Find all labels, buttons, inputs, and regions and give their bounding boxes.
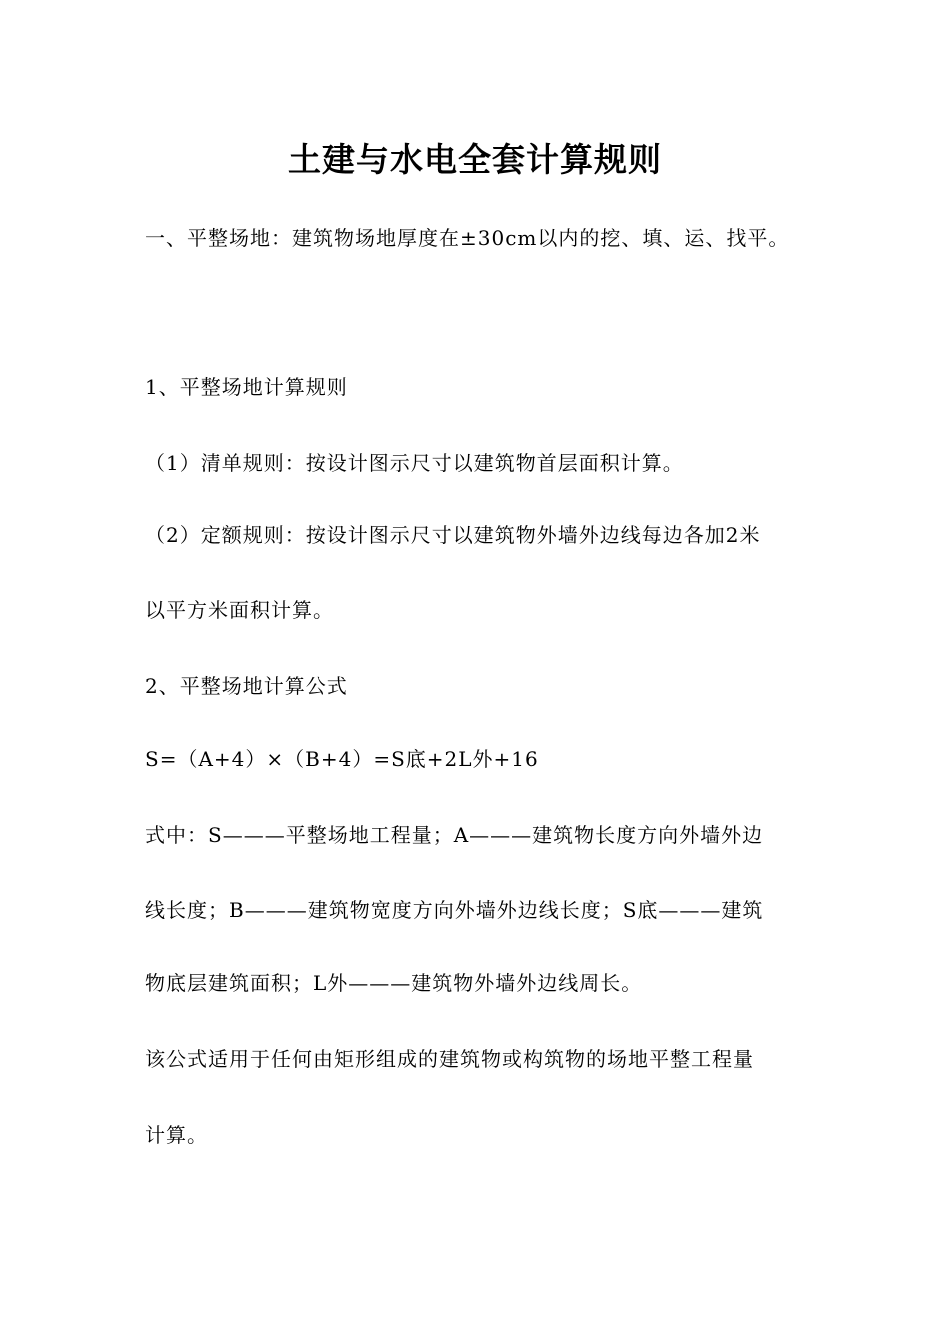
section-heading-site-leveling: 一、平整场地：建筑物场地厚度在±30cm以内的挖、填、运、找平。: [145, 226, 790, 250]
formula-text: S=（A+4）×（B+4）=S底+2L外+16: [145, 747, 539, 771]
formula-explanation-line2: 线长度；B———建筑物宽度方向外墙外边线长度；S底———建筑: [145, 898, 764, 922]
applicability-note-line1: 该公式适用于任何由矩形组成的建筑物或构筑物的场地平整工程量: [145, 1047, 754, 1071]
applicability-note-line2: 计算。: [145, 1123, 208, 1147]
subsection-formula-heading: 2、平整场地计算公式: [145, 674, 348, 698]
subsection-calc-rules-heading: 1、平整场地计算规则: [145, 375, 348, 399]
document-title: 土建与水电全套计算规则: [288, 140, 662, 179]
quota-rule-paragraph-line2: 以平方米面积计算。: [145, 598, 334, 622]
quota-rule-paragraph-line1: （2）定额规则：按设计图示尺寸以建筑物外墙外边线每边各加2米: [145, 523, 761, 547]
formula-explanation-line1: 式中：S———平整场地工程量；A———建筑物长度方向外墙外边: [145, 823, 764, 847]
bill-rule-paragraph: （1）清单规则：按设计图示尺寸以建筑物首层面积计算。: [145, 451, 684, 475]
formula-explanation-line3: 物底层建筑面积；L外———建筑物外墙外边线周长。: [145, 971, 643, 995]
